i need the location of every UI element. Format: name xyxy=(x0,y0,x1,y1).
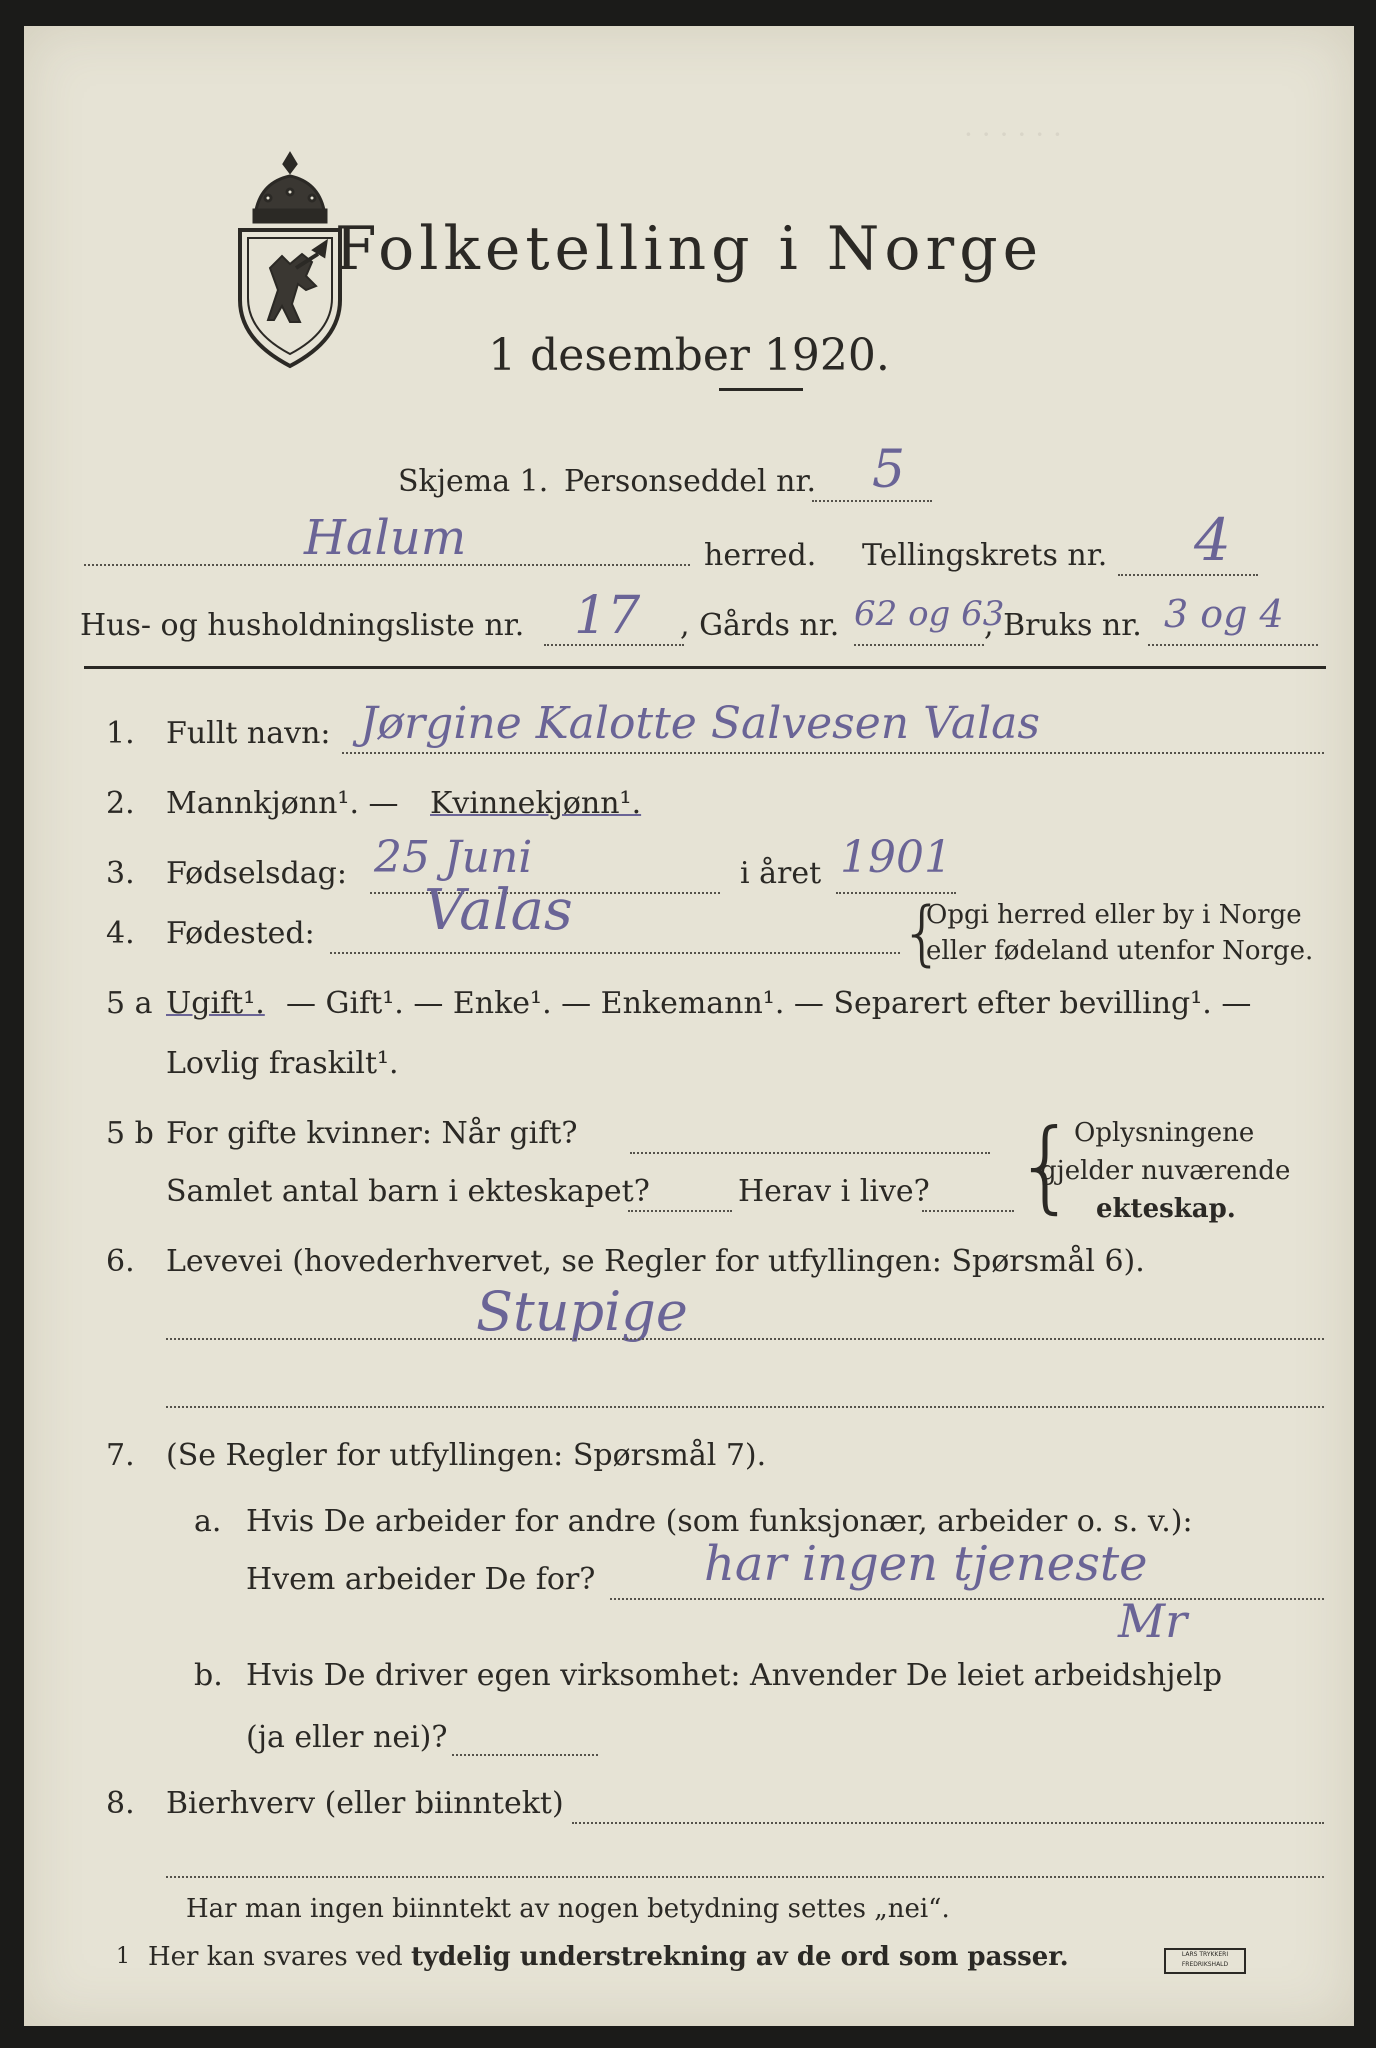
q5b-note-line1: Oplysningene xyxy=(1074,1118,1255,1148)
q7a-field-line xyxy=(610,1598,1324,1600)
q4-field-line xyxy=(330,952,900,954)
herred-label: herred. xyxy=(704,538,817,573)
q7b-field-line xyxy=(452,1754,598,1756)
q7a-line2: Hvem arbeider De for? xyxy=(246,1562,596,1597)
q3-label: Fødselsdag: xyxy=(166,856,347,891)
hus-value: 17 xyxy=(574,586,641,646)
q5b-herav-label: Herav i live? xyxy=(738,1174,930,1209)
q1-number: 1. xyxy=(106,716,135,751)
q4-brace: { xyxy=(900,892,945,974)
q5a-ugift-underlined: Ugift¹. xyxy=(166,986,265,1021)
q2-mann: Mannkjønn¹. — xyxy=(166,786,399,821)
q5b-label1: For gifte kvinner: Når gift? xyxy=(166,1116,578,1151)
hus-label: Hus- og husholdningsliste nr. xyxy=(80,608,525,643)
bruks-label: , Bruks nr. xyxy=(984,608,1142,643)
q7-label: (Se Regler for utfyllingen: Spørsmål 7). xyxy=(166,1438,767,1473)
q3-aaret-value: 1901 xyxy=(840,832,952,883)
note-nei: Har man ingen biinntekt av nogen betydning settes „nei“. xyxy=(186,1894,950,1924)
q7b-letter: b. xyxy=(194,1658,223,1693)
bruks-field-line xyxy=(1148,644,1318,646)
q6-value: Stupige xyxy=(476,1280,688,1343)
form-title: Folketelling i Norge xyxy=(334,214,1044,284)
q5a-line2: Lovlig fraskilt¹. xyxy=(166,1046,399,1081)
q8-field-line1 xyxy=(572,1822,1324,1824)
q5b-barn-field-line xyxy=(628,1210,732,1212)
q7-number: 7. xyxy=(106,1438,135,1473)
footnote-text-bold: tydelig understrekning av de ord som passer. xyxy=(410,1942,1069,1972)
title-divider xyxy=(719,388,803,391)
q7a-value: har ingen tjeneste xyxy=(704,1536,1148,1592)
tellingskrets-value: 4 xyxy=(1194,506,1231,574)
q4-label: Fødested: xyxy=(166,916,315,951)
personseddel-field-line xyxy=(812,500,932,502)
q8-field-line2 xyxy=(166,1876,1324,1878)
q8-number: 8. xyxy=(106,1786,135,1821)
printer-stamp-line1: LARS TRYKKERI xyxy=(1181,1951,1229,1958)
census-form-sheet xyxy=(24,26,1354,2026)
q5b-note-line2: gjelder nuværende xyxy=(1040,1156,1291,1186)
q5b-brace: { xyxy=(1014,1107,1078,1224)
q3-number: 3. xyxy=(106,856,135,891)
gards-label: , Gårds nr. xyxy=(680,608,840,643)
q2-number: 2. xyxy=(106,786,135,821)
q4-number: 4. xyxy=(106,916,135,951)
q3-value: 25 Juni xyxy=(374,832,533,883)
personseddel-label: Personseddel nr. xyxy=(564,464,817,499)
schema-label: Skjema 1. xyxy=(398,464,549,499)
q8-label: Bierhverv (eller biinntekt) xyxy=(166,1786,564,1821)
footnote-text-plain: Her kan svares ved xyxy=(148,1942,403,1972)
tellingskrets-label: Tellingskrets nr. xyxy=(862,538,1108,573)
q4-note-line2: eller fødeland utenfor Norge. xyxy=(926,936,1314,966)
q1-label: Fullt navn: xyxy=(166,716,331,751)
q5a-number: 5 a xyxy=(106,986,153,1021)
q7a-line1: Hvis De arbeider for andre (som funksjonær, arbeider o. s. v.): xyxy=(246,1504,1193,1539)
q6-field-line1 xyxy=(166,1338,1324,1340)
form-date: 1 desember 1920. xyxy=(488,330,890,381)
q2-kvinne-underlined: Kvinnekjønn¹. xyxy=(430,786,642,821)
q1-field-line xyxy=(342,752,1324,754)
footnote-mark: 1 xyxy=(116,1944,130,1969)
header-separator xyxy=(84,666,1326,669)
q7a-letter: a. xyxy=(194,1504,222,1539)
q5b-gift-field-line xyxy=(630,1152,990,1154)
q6-number: 6. xyxy=(106,1244,135,1279)
q6-field-line2 xyxy=(166,1406,1324,1408)
q6-label: Levevei (hovederhvervet, se Regler for utfyllingen: Spørsmål 6). xyxy=(166,1244,1145,1279)
q7b-line1: Hvis De driver egen virksomhet: Anvender De leiet arbeidshjelp xyxy=(246,1658,1223,1693)
q4-note-line1: Opgi herred eller by i Norge xyxy=(926,900,1302,930)
printer-stamp xyxy=(1164,1948,1246,1974)
q5b-note-line3: ekteskap. xyxy=(1096,1194,1236,1224)
q7a-initials: Mr xyxy=(1118,1594,1188,1648)
q5b-number: 5 b xyxy=(106,1116,154,1151)
herred-value: Halum xyxy=(304,510,467,566)
q7b-line2: (ja eller nei)? xyxy=(246,1720,448,1755)
printer-stamp-line2: FREDRIKSHALD xyxy=(1181,1961,1229,1968)
bruks-value: 3 og 4 xyxy=(1164,592,1284,636)
q4-value: Valas xyxy=(424,878,573,943)
footnote-text xyxy=(148,1942,1069,1972)
q1-value: Jørgine Kalotte Salvesen Valas xyxy=(360,698,1040,749)
tellingskrets-field-line xyxy=(1118,574,1258,576)
personseddel-value: 5 xyxy=(872,440,906,500)
q5b-label2: Samlet antal barn i ekteskapet? xyxy=(166,1174,650,1209)
gards-value: 62 og 63 xyxy=(854,594,1005,634)
q5a-options: — Gift¹. — Enke¹. — Enkemann¹. — Separert efter bevilling¹. — xyxy=(286,986,1252,1021)
bleed-through: · · · · · · xyxy=(964,118,1062,151)
q3-aaret-label: i året xyxy=(740,856,822,891)
gards-field-line xyxy=(854,644,984,646)
q5b-herav-field-line xyxy=(922,1210,1014,1212)
